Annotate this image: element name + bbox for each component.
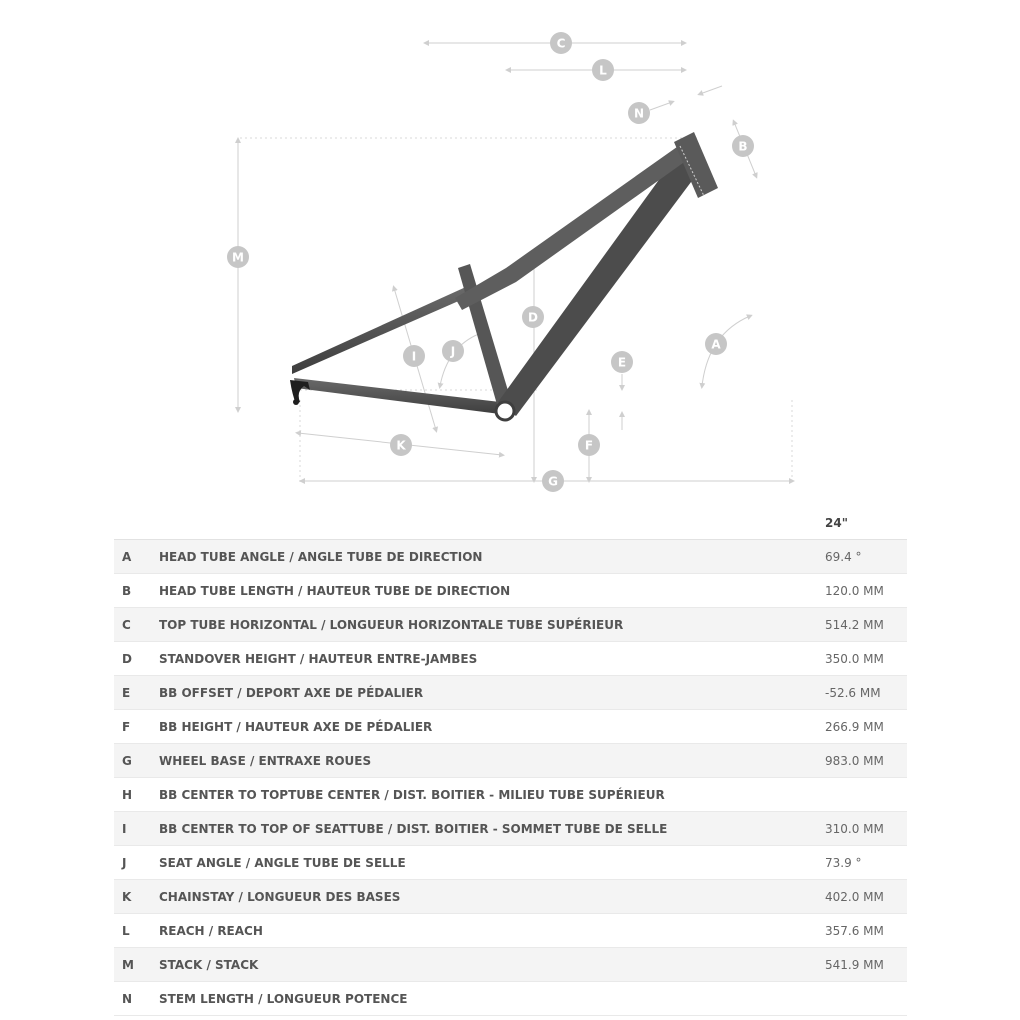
- callout-j: [442, 340, 464, 362]
- down-tube: [498, 148, 700, 416]
- svg-text:E: E: [617, 355, 627, 370]
- svg-text:J: J: [450, 344, 456, 359]
- row-code: H: [114, 778, 159, 812]
- table-row: [114, 540, 907, 574]
- row-label: REACH / REACH: [159, 914, 825, 948]
- row-label: BB HEIGHT / HAUTEUR AXE DE PÉDALIER: [159, 710, 825, 744]
- row-label: BB CENTER TO TOPTUBE CENTER / DIST. BOITIER - MILIEU TUBE SUPÉRIEUR: [159, 778, 825, 812]
- row-value: -52.6 MM: [825, 676, 907, 710]
- table-row: [114, 880, 907, 914]
- row-label: TOP TUBE HORIZONTAL / LONGUEUR HORIZONTALE TUBE SUPÉRIEUR: [159, 608, 825, 642]
- svg-text:L: L: [599, 63, 607, 78]
- callout-l: [592, 59, 614, 81]
- row-label: BB CENTER TO TOP OF SEATTUBE / DIST. BOITIER - SOMMET TUBE DE SELLE: [159, 812, 825, 846]
- table-row: [114, 778, 907, 812]
- bike-frame: [290, 132, 718, 420]
- row-code: J: [114, 846, 159, 880]
- row-label: HEAD TUBE LENGTH / HAUTEUR TUBE DE DIRECTION: [159, 574, 825, 608]
- row-value: 310.0 MM: [825, 812, 907, 846]
- row-code: M: [114, 948, 159, 982]
- dim-n-line-a: [650, 102, 672, 110]
- table-row: [114, 642, 907, 676]
- row-label: HEAD TUBE ANGLE / ANGLE TUBE DE DIRECTION: [159, 540, 825, 574]
- svg-text:A: A: [711, 337, 721, 352]
- dim-n-line-b: [700, 86, 722, 94]
- row-code: A: [114, 540, 159, 574]
- table-header-row: [114, 506, 907, 540]
- table-row: [114, 710, 907, 744]
- row-value: 73.9 °: [825, 846, 907, 880]
- row-code: N: [114, 982, 159, 1016]
- row-label: STANDOVER HEIGHT / HAUTEUR ENTRE-JAMBES: [159, 642, 825, 676]
- row-value: 350.0 MM: [825, 642, 907, 676]
- row-code: E: [114, 676, 159, 710]
- row-code: I: [114, 812, 159, 846]
- row-value: 69.4 °: [825, 540, 907, 574]
- callout-m: [227, 246, 249, 268]
- row-label: SEAT ANGLE / ANGLE TUBE DE SELLE: [159, 846, 825, 880]
- row-label: STEM LENGTH / LONGUEUR POTENCE: [159, 982, 825, 1016]
- table-row: [114, 676, 907, 710]
- table-row: [114, 948, 907, 982]
- row-code: K: [114, 880, 159, 914]
- row-code: F: [114, 710, 159, 744]
- row-value: [825, 982, 907, 1016]
- callout-badges: [227, 32, 754, 492]
- row-value: 514.2 MM: [825, 608, 907, 642]
- row-value: 983.0 MM: [825, 744, 907, 778]
- callout-g: [542, 470, 564, 492]
- row-label: WHEEL BASE / ENTRAXE ROUES: [159, 744, 825, 778]
- row-code: B: [114, 574, 159, 608]
- bottom-bracket: [496, 402, 514, 420]
- row-code: C: [114, 608, 159, 642]
- table-row: [114, 744, 907, 778]
- callout-b: [732, 135, 754, 157]
- row-value: 357.6 MM: [825, 914, 907, 948]
- seat-stay: [292, 286, 470, 374]
- row-label: CHAINSTAY / LONGUEUR DES BASES: [159, 880, 825, 914]
- row-code: G: [114, 744, 159, 778]
- row-label: STACK / STACK: [159, 948, 825, 982]
- geometry-table: [114, 506, 907, 1016]
- table-row: [114, 846, 907, 880]
- svg-text:K: K: [396, 438, 406, 453]
- svg-text:B: B: [738, 139, 748, 154]
- row-value: [825, 778, 907, 812]
- row-label: BB OFFSET / DEPORT AXE DE PÉDALIER: [159, 676, 825, 710]
- row-value: 402.0 MM: [825, 880, 907, 914]
- table-row: [114, 812, 907, 846]
- svg-text:F: F: [584, 438, 594, 453]
- callout-c: [550, 32, 572, 54]
- table-row: [114, 914, 907, 948]
- table-row: [114, 982, 907, 1016]
- row-value: 120.0 MM: [825, 574, 907, 608]
- table-row: [114, 574, 907, 608]
- row-value: 541.9 MM: [825, 948, 907, 982]
- callout-e: [611, 351, 633, 373]
- callout-i: [403, 345, 425, 367]
- size-column-header: 24": [825, 506, 907, 540]
- svg-text:I: I: [411, 349, 417, 364]
- svg-text:M: M: [232, 250, 244, 265]
- callout-f: [578, 434, 600, 456]
- svg-text:G: G: [548, 474, 558, 489]
- callout-d: [522, 306, 544, 328]
- svg-text:C: C: [556, 36, 566, 51]
- row-code: L: [114, 914, 159, 948]
- chain-stay: [294, 378, 500, 414]
- callout-n: [628, 102, 650, 124]
- callout-k: [390, 434, 412, 456]
- svg-text:N: N: [633, 106, 645, 121]
- row-value: 266.9 MM: [825, 710, 907, 744]
- row-code: D: [114, 642, 159, 676]
- table-row: [114, 608, 907, 642]
- svg-text:D: D: [528, 310, 538, 325]
- callout-a: [705, 333, 727, 355]
